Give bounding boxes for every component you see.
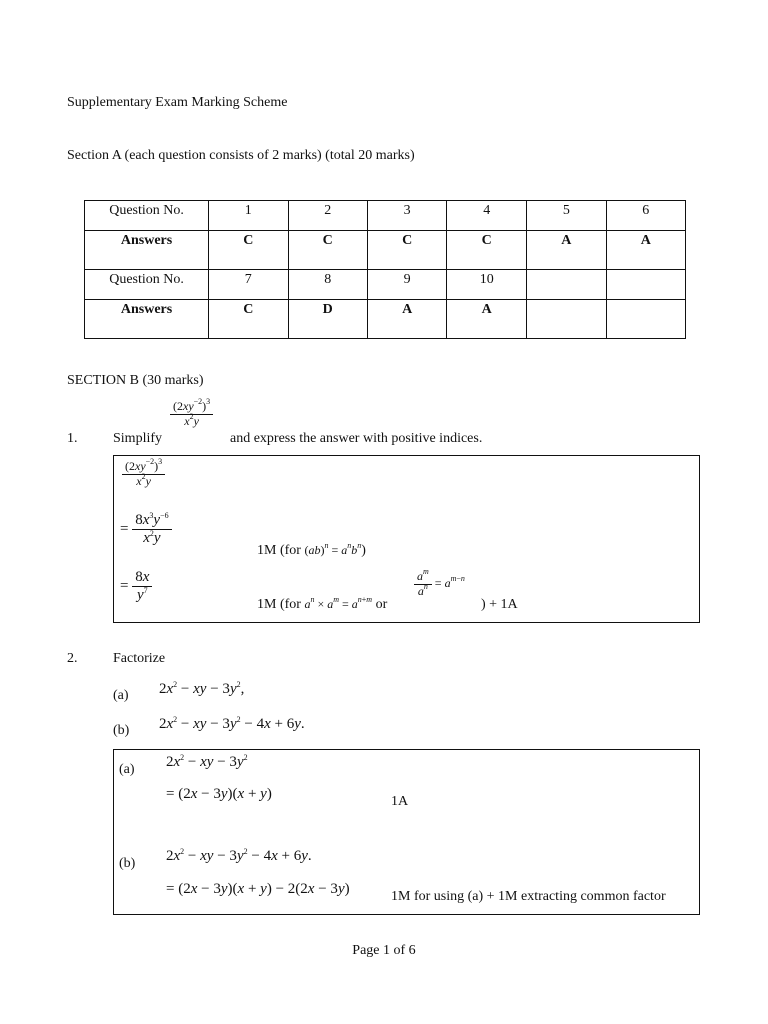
math-expression: $2x^2$ − xy − $3y^2$ [166,753,248,770]
answer-cell: C [367,231,446,270]
mark-note-text: 1M (for [257,597,301,612]
question-number: 10 [447,270,527,300]
solution-box [113,749,700,915]
question-number: 6 [606,201,685,231]
math-expression: $2x^2$ − xy − $3y^2$, [159,680,245,697]
math-expression: = $\frac{8x^3y^{-6}}{x^2y}$ [120,512,172,548]
table-row [85,300,686,339]
table-row [85,270,686,300]
math-expression: $2x^2$ − xy − $3y^2 - 4x + 6y$. [166,847,312,864]
question-number: 1. [67,431,78,446]
math-expression: $\frac{(2xy^{-2})^3}{x^2y}$ [170,400,213,429]
answer-cell [606,300,685,339]
answer-cell: C [209,231,288,270]
answer-cell: C [209,300,288,339]
part-label: (a) [113,688,129,703]
table-row [85,201,686,231]
mark-note [257,543,366,559]
mark-note-text: 1M (for [257,543,301,558]
table-row [85,231,686,270]
question-number: 4 [447,201,527,231]
answer-cell: C [447,231,527,270]
question-number: 1 [209,201,288,231]
question-number: 7 [209,270,288,300]
answer-cell: A [367,300,446,339]
answer-cell: A [447,300,527,339]
question-number: 2 [288,201,367,231]
math-expression: $\frac{(2xy^{-2})^3}{x^2y}$ [122,460,165,489]
math-expression: $\frac{a^m}{a^n}$ = $a^{m-n}$ [414,570,465,599]
document-title: Supplementary Exam Marking Scheme [67,95,288,110]
question-number: 3 [367,201,446,231]
part-label: (b) [119,856,136,871]
answer-table [84,200,686,339]
question-prompt: Factorize [113,651,166,666]
answer-cell: C [288,231,367,270]
question-number: 5 [527,201,606,231]
answer-cell: A [606,231,685,270]
question-number [606,270,685,300]
part-label: (b) [113,723,130,738]
math-expression: $a^n \times a^m = a^{n+m}$ [304,595,373,611]
mark-note-text: ) [361,543,366,558]
question-number [527,270,606,300]
question-number: 9 [367,270,446,300]
question-no-label: Question No. [85,201,209,231]
question-prompt: Simplify [113,431,163,446]
question-no-label: Question No. [85,270,209,300]
math-expression: $2x^2$ − xy − $3y^2 - 4x + 6y$. [159,715,305,732]
math-expression: = $\frac{8x}{y^7}$ [120,569,152,605]
answers-label: Answers [85,300,209,339]
question-number: 2. [67,651,78,666]
page-footer: Page 1 of 6 [352,943,416,958]
mark-note [257,597,387,613]
math-expression: = (2x − 3y)(x + y) [166,786,272,802]
part-label: (a) [119,762,135,777]
mark-note-text: or [375,597,388,612]
math-expression: $(ab)^n = a^nb^n$ [304,541,362,557]
answer-cell [527,300,606,339]
answer-cell: D [288,300,367,339]
mark-note-text: ) + 1A [481,597,518,612]
answer-cell: A [527,231,606,270]
answers-label: Answers [85,231,209,270]
question-prompt: and express the answer with positive indices. [230,431,483,446]
mark-note: 1A [391,794,409,809]
math-expression: = (2x − 3y)(x + y) − 2(2x − 3y) [166,881,350,897]
mark-note: 1M for using (a) + 1M extracting common factor [391,889,666,904]
section-b-heading: SECTION B (30 marks) [67,373,204,388]
question-number: 8 [288,270,367,300]
section-a-heading: Section A (each question consists of 2 marks) (total 20 marks) [67,148,415,163]
solution-box [113,455,700,623]
